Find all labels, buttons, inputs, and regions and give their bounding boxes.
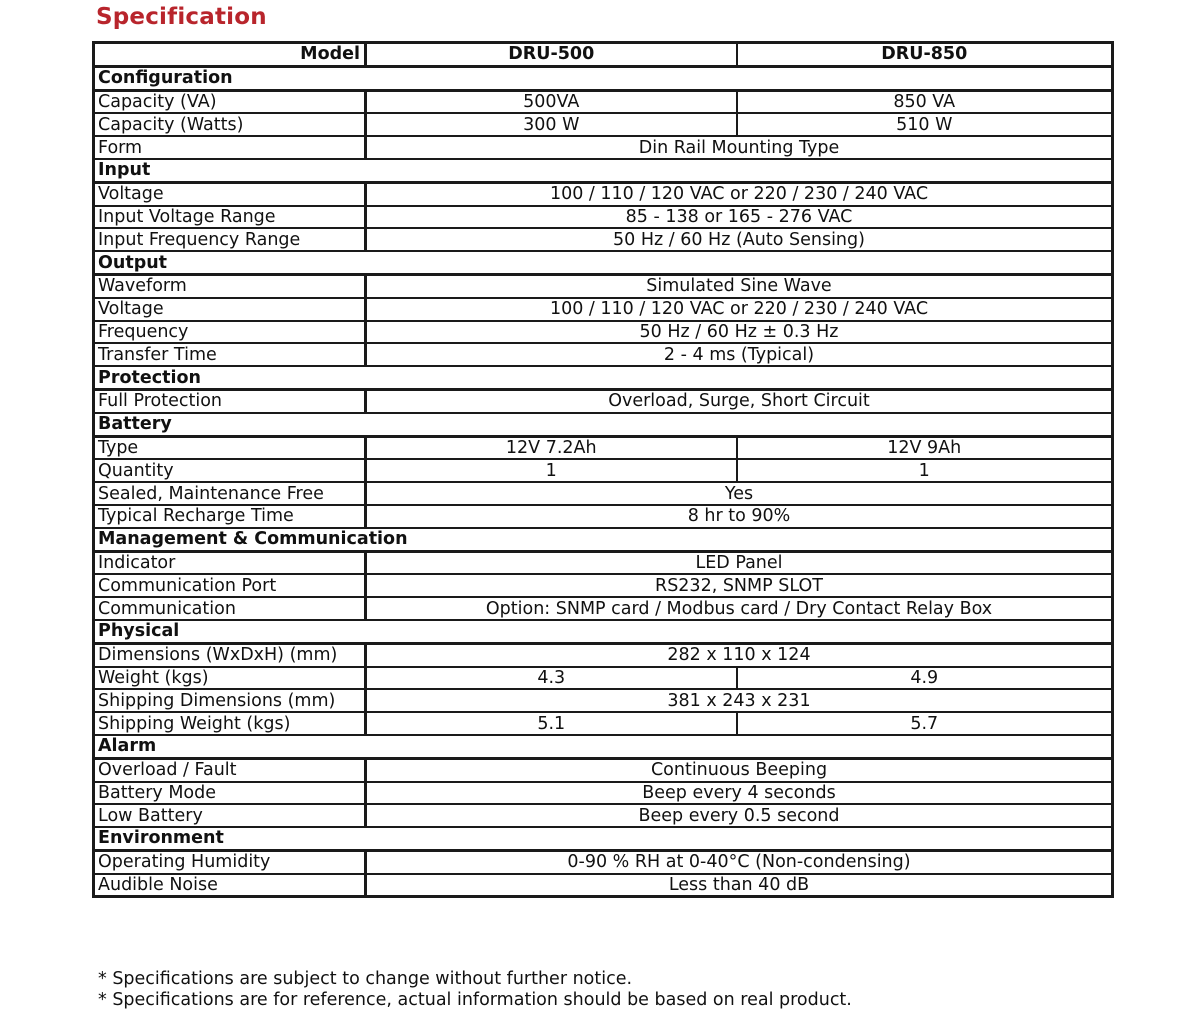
spec-value: 85 - 138 or 165 - 276 VAC [366, 206, 1113, 229]
spec-value: 12V 9Ah [737, 436, 1113, 459]
section-title: Protection [94, 366, 1113, 389]
spec-row [94, 643, 1113, 666]
spec-row [94, 850, 1113, 873]
spec-label: Frequency [94, 321, 366, 344]
spec-label: Audible Noise [94, 874, 366, 897]
footnote: * Specifications are for reference, actual information should be based on real product. [98, 990, 852, 1010]
spec-label: Communication [94, 597, 366, 620]
spec-value: 850 VA [737, 90, 1113, 113]
section-title: Input [94, 159, 1113, 182]
section-header-row [94, 366, 1113, 389]
spec-value: Option: SNMP card / Modbus card / Dry Contact Relay Box [366, 597, 1113, 620]
spec-value: Less than 40 dB [366, 874, 1113, 897]
spec-row [94, 459, 1113, 482]
spec-value: Overload, Surge, Short Circuit [366, 389, 1113, 412]
section-title: Environment [94, 827, 1113, 850]
model-name-dru-850: DRU-850 [737, 43, 1113, 67]
spec-row [94, 505, 1113, 528]
spec-row [94, 574, 1113, 597]
spec-row [94, 90, 1113, 113]
model-name-dru-500: DRU-500 [366, 43, 737, 67]
spec-label: Communication Port [94, 574, 366, 597]
spec-row [94, 298, 1113, 321]
spec-value: RS232, SNMP SLOT [366, 574, 1113, 597]
spec-label: Transfer Time [94, 343, 366, 366]
spec-label: Sealed, Maintenance Free [94, 482, 366, 505]
spec-row [94, 758, 1113, 781]
spec-row [94, 597, 1113, 620]
spec-label: Overload / Fault [94, 758, 366, 781]
footnote: * Specifications are subject to change without further notice. [98, 969, 633, 989]
spec-value: Beep every 0.5 second [366, 804, 1113, 827]
spec-label: Battery Mode [94, 782, 366, 805]
spec-value: 100 / 110 / 120 VAC or 220 / 230 / 240 VAC [366, 182, 1113, 205]
spec-label: Low Battery [94, 804, 366, 827]
spec-row [94, 274, 1113, 297]
spec-label: Shipping Dimensions (mm) [94, 689, 366, 712]
spec-label: Indicator [94, 551, 366, 574]
spec-value: 500VA [366, 90, 737, 113]
section-header-row [94, 66, 1113, 90]
spec-label: Full Protection [94, 389, 366, 412]
spec-label: Operating Humidity [94, 850, 366, 873]
spec-row [94, 136, 1113, 159]
spec-label: Waveform [94, 274, 366, 297]
spec-row [94, 689, 1113, 712]
spec-value: Beep every 4 seconds [366, 782, 1113, 805]
section-title: Physical [94, 620, 1113, 643]
spec-row [94, 551, 1113, 574]
spec-value: Din Rail Mounting Type [366, 136, 1113, 159]
spec-value: 4.9 [737, 667, 1113, 690]
spec-value: 4.3 [366, 667, 737, 690]
specification-table [92, 41, 1114, 898]
spec-value: 1 [737, 459, 1113, 482]
section-header-row [94, 159, 1113, 182]
spec-value: 381 x 243 x 231 [366, 689, 1113, 712]
spec-value: 50 Hz / 60 Hz (Auto Sensing) [366, 228, 1113, 251]
spec-value: 5.1 [366, 712, 737, 735]
spec-label: Quantity [94, 459, 366, 482]
spec-label: Voltage [94, 298, 366, 321]
spec-row [94, 182, 1113, 205]
spec-row [94, 389, 1113, 412]
spec-label: Input Voltage Range [94, 206, 366, 229]
section-header-row [94, 620, 1113, 643]
spec-label: Shipping Weight (kgs) [94, 712, 366, 735]
spec-row [94, 804, 1113, 827]
footnotes [98, 969, 852, 1011]
spec-value: Simulated Sine Wave [366, 274, 1113, 297]
spec-value: 2 - 4 ms (Typical) [366, 343, 1113, 366]
page-title: Specification [96, 4, 267, 30]
spec-value: 300 W [366, 113, 737, 136]
spec-row [94, 482, 1113, 505]
spec-row [94, 667, 1113, 690]
section-header-row [94, 528, 1113, 551]
spec-value: 12V 7.2Ah [366, 436, 737, 459]
spec-row [94, 712, 1113, 735]
spec-value: 510 W [737, 113, 1113, 136]
section-title: Alarm [94, 735, 1113, 758]
model-label: Model [94, 43, 366, 67]
spec-label: Type [94, 436, 366, 459]
spec-value: 100 / 110 / 120 VAC or 220 / 230 / 240 VAC [366, 298, 1113, 321]
spec-value: 8 hr to 90% [366, 505, 1113, 528]
section-title: Output [94, 251, 1113, 274]
spec-label: Capacity (Watts) [94, 113, 366, 136]
spec-label: Typical Recharge Time [94, 505, 366, 528]
spec-value: Yes [366, 482, 1113, 505]
section-title: Management & Communication [94, 528, 1113, 551]
spec-row [94, 228, 1113, 251]
spec-row [94, 321, 1113, 344]
spec-value: LED Panel [366, 551, 1113, 574]
spec-label: Input Frequency Range [94, 228, 366, 251]
section-header-row [94, 827, 1113, 850]
spec-row [94, 874, 1113, 897]
section-header-row [94, 413, 1113, 436]
model-header-row [94, 43, 1113, 67]
specification-table-body [94, 43, 1113, 897]
spec-row [94, 343, 1113, 366]
spec-value: 282 x 110 x 124 [366, 643, 1113, 666]
spec-label: Voltage [94, 182, 366, 205]
spec-row [94, 113, 1113, 136]
spec-value: Continuous Beeping [366, 758, 1113, 781]
section-header-row [94, 251, 1113, 274]
section-title: Battery [94, 413, 1113, 436]
spec-label: Dimensions (WxDxH) (mm) [94, 643, 366, 666]
spec-label: Capacity (VA) [94, 90, 366, 113]
spec-label: Form [94, 136, 366, 159]
spec-value: 1 [366, 459, 737, 482]
spec-row [94, 782, 1113, 805]
spec-value: 50 Hz / 60 Hz ± 0.3 Hz [366, 321, 1113, 344]
section-title: Configuration [94, 66, 1113, 90]
spec-value: 5.7 [737, 712, 1113, 735]
spec-label: Weight (kgs) [94, 667, 366, 690]
section-header-row [94, 735, 1113, 758]
spec-value: 0-90 % RH at 0-40°C (Non-condensing) [366, 850, 1113, 873]
spec-row [94, 436, 1113, 459]
spec-row [94, 206, 1113, 229]
